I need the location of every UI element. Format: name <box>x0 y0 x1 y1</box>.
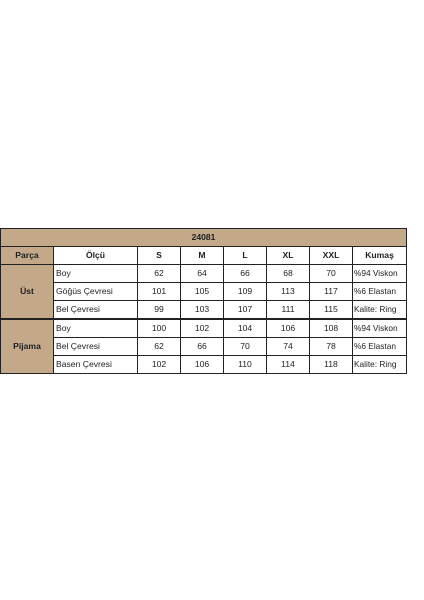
value-cell: 105 <box>181 283 224 301</box>
fabric-header: Kumaş <box>353 247 407 265</box>
value-cell: 102 <box>181 319 224 338</box>
measure-cell: Bel Çevresi <box>54 301 138 320</box>
value-cell: 99 <box>138 301 181 320</box>
measure-cell: Bel Çevresi <box>54 338 138 356</box>
size-header-m: M <box>181 247 224 265</box>
value-cell: 113 <box>267 283 310 301</box>
value-cell: 118 <box>310 356 353 374</box>
fabric-cell: %94 Viskon <box>353 319 407 338</box>
table-row <box>1 338 407 356</box>
measure-cell: Boy <box>54 319 138 338</box>
size-chart-table <box>0 228 407 374</box>
measure-cell: Göğüs Çevresi <box>54 283 138 301</box>
size-header-xl: XL <box>267 247 310 265</box>
fabric-cell: Kalite: Ring <box>353 356 407 374</box>
value-cell: 108 <box>310 319 353 338</box>
value-cell: 109 <box>224 283 267 301</box>
value-cell: 62 <box>138 338 181 356</box>
value-cell: 66 <box>224 265 267 283</box>
value-cell: 106 <box>181 356 224 374</box>
table-row <box>1 301 407 320</box>
measure-header: Ölçü <box>54 247 138 265</box>
value-cell: 101 <box>138 283 181 301</box>
value-cell: 64 <box>181 265 224 283</box>
size-header-s: S <box>138 247 181 265</box>
size-header-l: L <box>224 247 267 265</box>
value-cell: 117 <box>310 283 353 301</box>
value-cell: 70 <box>224 338 267 356</box>
measure-cell: Boy <box>54 265 138 283</box>
fabric-cell: %94 Viskon <box>353 265 407 283</box>
value-cell: 104 <box>224 319 267 338</box>
value-cell: 100 <box>138 319 181 338</box>
title-row <box>1 229 407 247</box>
value-cell: 74 <box>267 338 310 356</box>
part-header: Parça <box>1 247 54 265</box>
value-cell: 106 <box>267 319 310 338</box>
value-cell: 102 <box>138 356 181 374</box>
value-cell: 78 <box>310 338 353 356</box>
fabric-cell: Kalite: Ring <box>353 301 407 320</box>
table-title: 24081 <box>1 229 407 247</box>
table-row <box>1 265 407 283</box>
group-label-ust: Üst <box>1 265 54 320</box>
table-row <box>1 319 407 338</box>
group-label-pijama: Pijama <box>1 319 54 374</box>
value-cell: 103 <box>181 301 224 320</box>
value-cell: 70 <box>310 265 353 283</box>
value-cell: 107 <box>224 301 267 320</box>
table-row <box>1 283 407 301</box>
value-cell: 68 <box>267 265 310 283</box>
measure-cell: Basen Çevresi <box>54 356 138 374</box>
size-header-xxl: XXL <box>310 247 353 265</box>
fabric-cell: %6 Elastan <box>353 338 407 356</box>
value-cell: 111 <box>267 301 310 320</box>
fabric-cell: %6 Elastan <box>353 283 407 301</box>
value-cell: 114 <box>267 356 310 374</box>
value-cell: 115 <box>310 301 353 320</box>
table-row <box>1 356 407 374</box>
value-cell: 62 <box>138 265 181 283</box>
value-cell: 66 <box>181 338 224 356</box>
value-cell: 110 <box>224 356 267 374</box>
header-row <box>1 247 407 265</box>
